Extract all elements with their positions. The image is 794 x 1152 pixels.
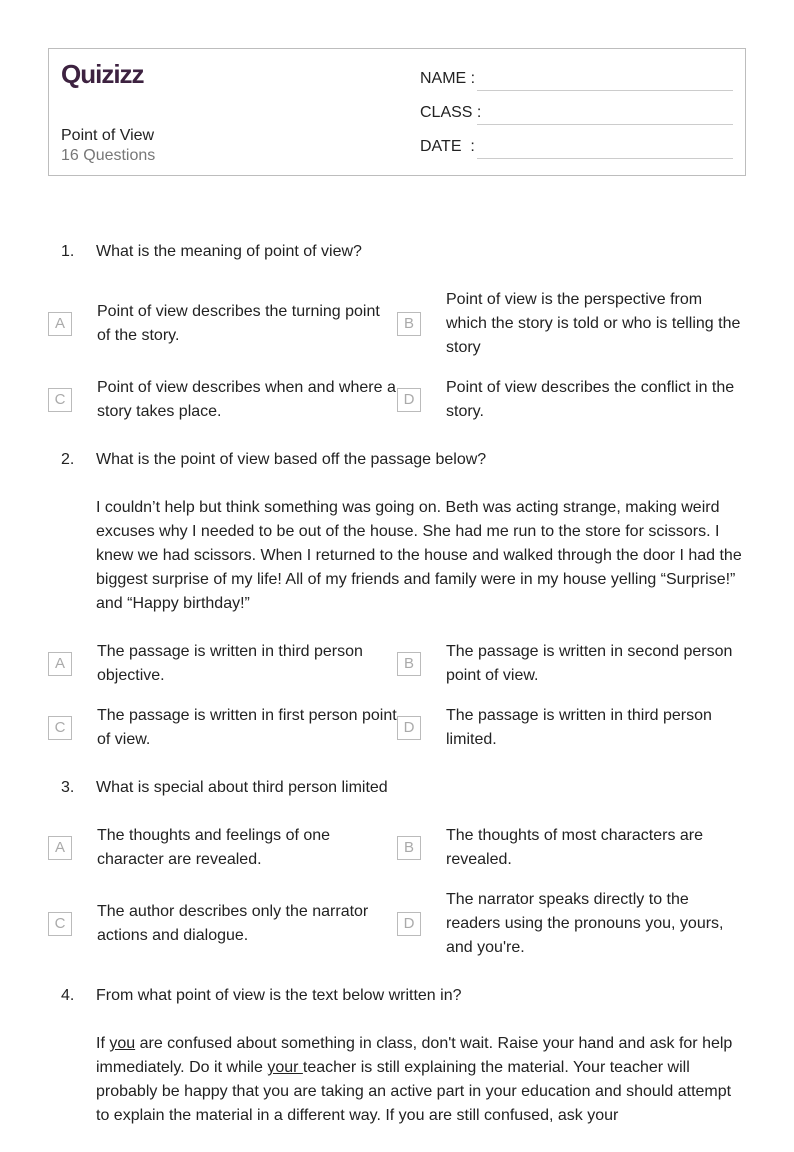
options-row (48, 888, 748, 960)
option-text: Point of view describes when and where a story takes place. (97, 379, 396, 420)
answer-option[interactable] (397, 288, 746, 360)
answer-option[interactable] (48, 888, 397, 960)
question (48, 240, 748, 264)
option-letter-box[interactable]: D (397, 716, 421, 740)
option-text: The passage is written in first person point of view. (97, 707, 397, 748)
question-passage (96, 1032, 746, 1128)
option-text: The author describes only the narrator actions and dialogue. (97, 903, 369, 944)
question-number: 4. (61, 987, 75, 1004)
question-text: What is special about third person limited (96, 779, 388, 796)
name-field[interactable] (420, 67, 733, 91)
question-number: 2. (61, 451, 75, 468)
options-row (48, 288, 748, 360)
answer-option[interactable] (48, 376, 397, 424)
question (48, 448, 748, 616)
options-row (48, 824, 748, 872)
name-label: NAME : (420, 70, 476, 87)
option-letter-box[interactable]: B (397, 312, 421, 336)
option-letter-box[interactable]: A (48, 312, 72, 336)
option-letter-box[interactable]: A (48, 836, 72, 860)
questions-list (48, 240, 748, 1152)
question-passage: I couldn’t help but think something was going on. Beth was acting strange, making weird excuses why I needed to be out of the house. She had me run to the store for scissors. I knew we had scissors. When I returned to the house and walked through the door I had the biggest surprise of my life! All of my friends and family were in my house yelling “Surprise!” and “Happy birthday!” (96, 499, 742, 612)
date-label: DATE : (420, 138, 475, 155)
passage-segment: If (96, 1035, 110, 1052)
worksheet-title: Point of View (61, 127, 155, 144)
options-row (48, 376, 748, 424)
option-letter-box[interactable]: C (48, 716, 72, 740)
class-label: CLASS : (420, 104, 482, 121)
answer-option[interactable] (48, 704, 397, 752)
question-body (96, 984, 746, 1128)
question-body (96, 448, 746, 616)
question-text: From what point of view is the text below written in? (96, 987, 462, 1004)
question-number: 1. (61, 243, 75, 260)
class-line (477, 124, 733, 125)
quizizz-logo: Quizizz (61, 59, 144, 89)
answer-option[interactable] (397, 704, 746, 752)
option-letter-box[interactable]: C (48, 388, 72, 412)
question-count: 16 Questions (61, 147, 156, 164)
answer-option[interactable] (48, 824, 397, 872)
passage-segment: teacher is still explaining the material. Your teacher will probably be happy that you are taking an active part in your education and should attempt to explain the material in a different way. If you are still confused, ask your (96, 1059, 732, 1124)
option-letter-box[interactable]: B (397, 652, 421, 676)
option-letter-box[interactable]: A (48, 652, 72, 676)
question-body (96, 240, 746, 264)
option-text: The passage is written in second person point of view. (446, 643, 733, 684)
passage-segment: your (267, 1059, 303, 1076)
question (48, 984, 748, 1128)
options (48, 640, 748, 752)
option-letter-box[interactable]: D (397, 912, 421, 936)
option-text: Point of view describes the conflict in the story. (446, 379, 735, 420)
options-row (48, 704, 748, 752)
question-text: What is the point of view based off the passage below? (96, 451, 487, 468)
answer-option[interactable] (397, 824, 746, 872)
option-text: The passage is written in third person objective. (97, 643, 363, 684)
option-letter-box[interactable]: C (48, 912, 72, 936)
option-text: The thoughts and feelings of one character are revealed. (97, 827, 331, 868)
answer-option[interactable] (48, 640, 397, 688)
question-number: 3. (61, 779, 75, 796)
option-text: The passage is written in third person limited. (446, 707, 712, 748)
date-field[interactable] (420, 135, 733, 159)
question-body (96, 776, 746, 800)
passage-segment: are confused about something in class, don't wait. Raise your hand and ask for help immediately. Do it while (96, 1035, 733, 1076)
options (48, 288, 748, 424)
class-field[interactable] (420, 101, 733, 125)
option-text: Point of view describes the turning point of the story. (97, 303, 380, 344)
option-text: The thoughts of most characters are revealed. (446, 827, 704, 868)
option-text: Point of view is the perspective from which the story is told or who is telling the story (446, 291, 741, 356)
date-line (477, 158, 733, 159)
answer-option[interactable] (48, 288, 397, 360)
option-letter-box[interactable]: D (397, 388, 421, 412)
question-text: What is the meaning of point of view? (96, 243, 362, 260)
option-letter-box[interactable]: B (397, 836, 421, 860)
answer-option[interactable] (397, 640, 746, 688)
options-row (48, 640, 748, 688)
passage-segment: you (109, 1035, 136, 1052)
worksheet-header (48, 48, 746, 176)
question (48, 776, 748, 800)
answer-option[interactable] (397, 376, 746, 424)
name-line (477, 90, 733, 91)
option-text: The narrator speaks directly to the readers using the pronouns you, yours, and you're. (446, 891, 724, 956)
answer-option[interactable] (397, 888, 746, 960)
options (48, 824, 748, 960)
